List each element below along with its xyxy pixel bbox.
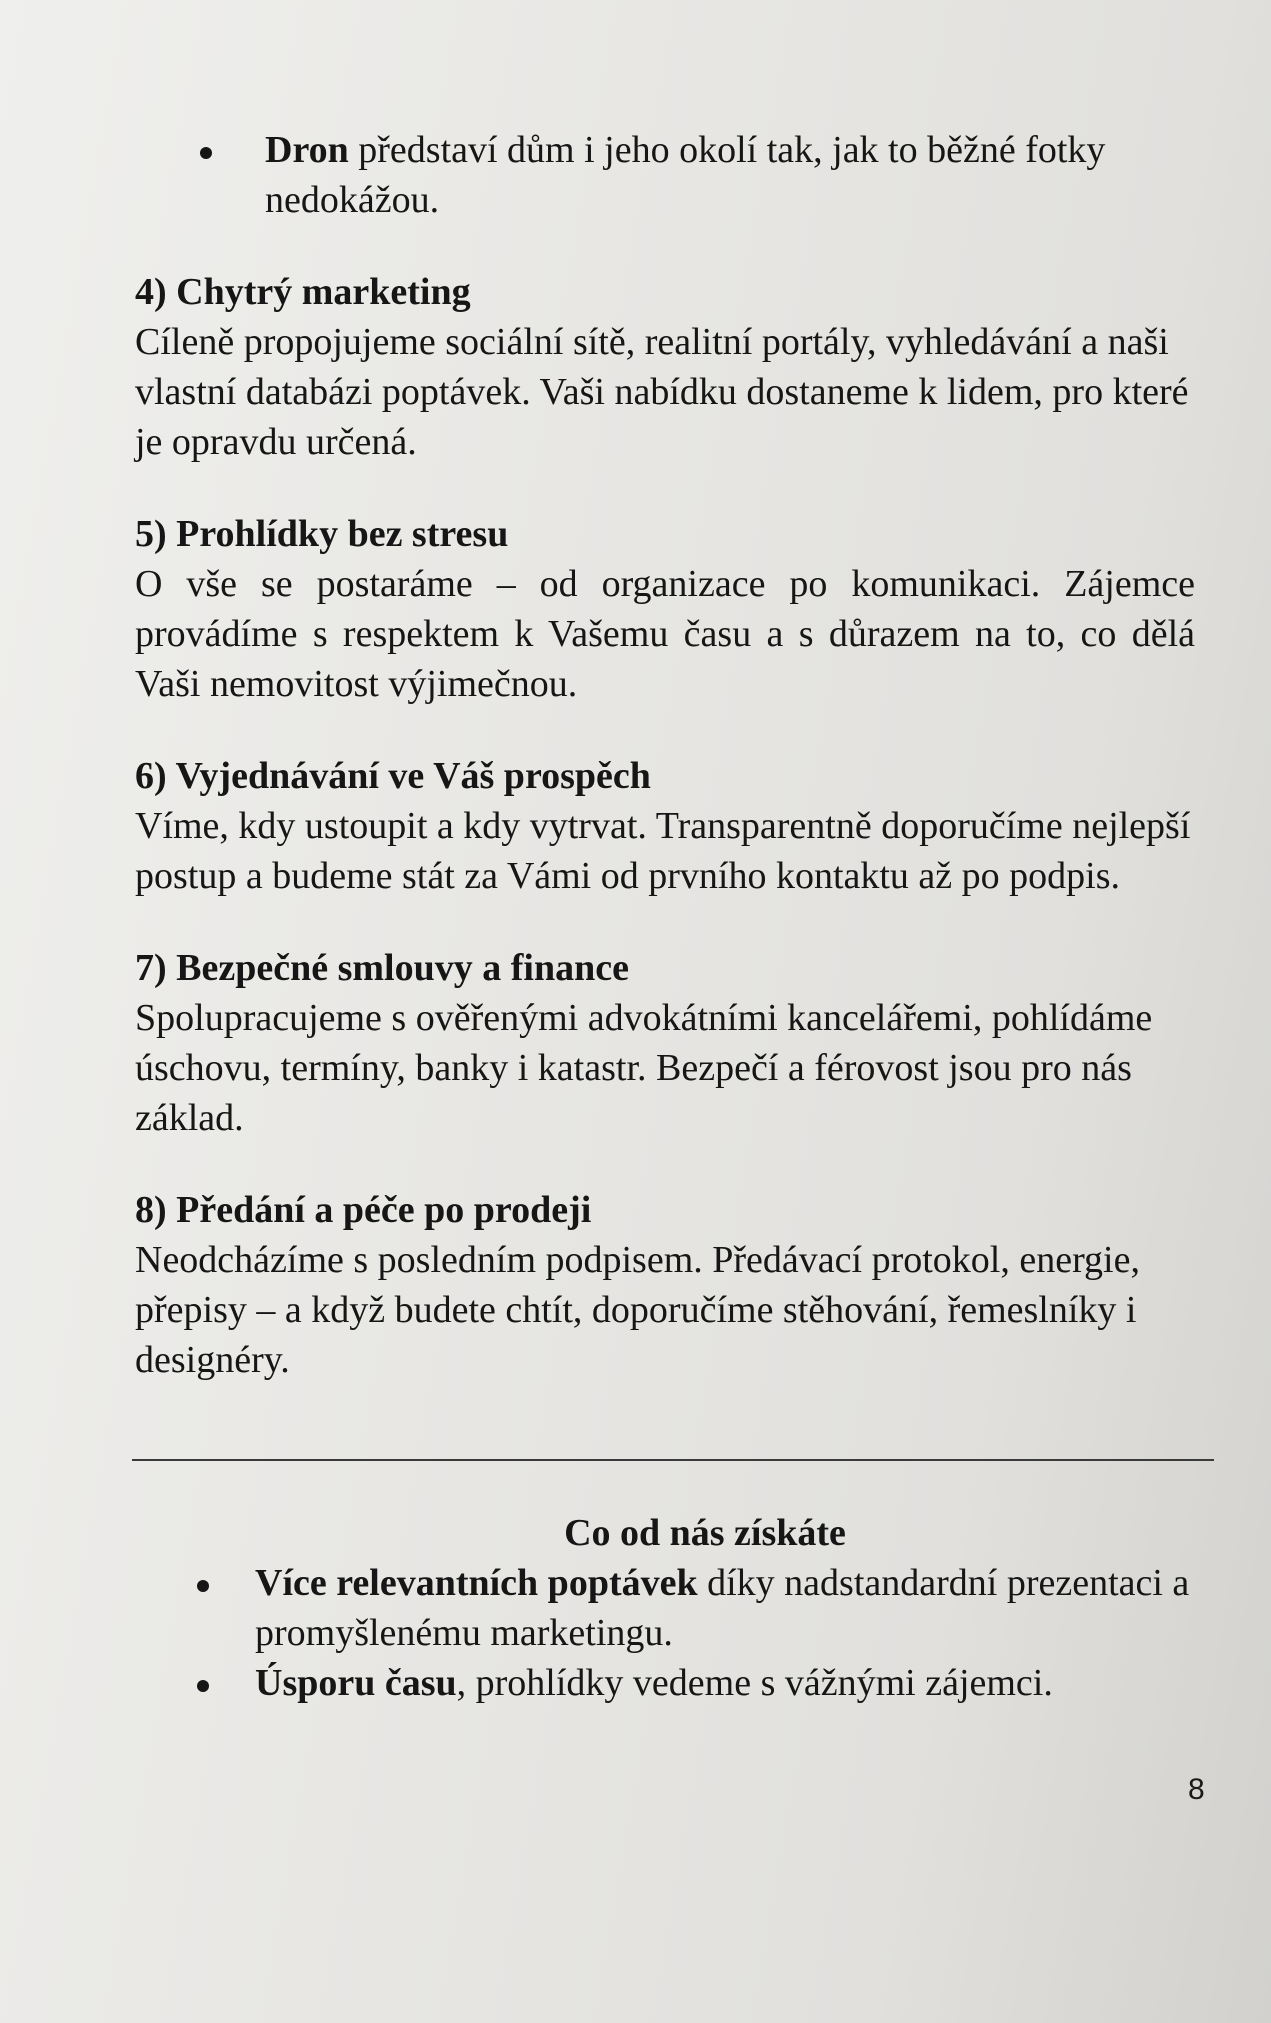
benefits-title: Co od nás získáte xyxy=(564,1512,846,1554)
bullet-text: představí dům i jeho okolí tak, jak to běžné fotky nedokážou. xyxy=(265,129,1106,221)
section-body: O vše se postaráme – od organizace po komunikaci. Zájemce provádíme s respektem k Vašemu času a s důrazem na to, co dělá Vaši nemovitost výjimečnou. xyxy=(135,563,1195,705)
section-body: Víme, kdy ustoupit a kdy vytrvat. Transparentně doporučíme nejlepší postup a budeme stát za Vámi od prvního kontaktu až po podpis. xyxy=(135,805,1191,897)
page-number: 8 xyxy=(1188,1773,1205,1806)
section-heading: 5) Prohlídky bez stresu xyxy=(135,513,509,555)
bullet-icon xyxy=(197,1580,209,1592)
top-bullet-list xyxy=(135,125,1215,225)
benefits-box xyxy=(135,1508,1215,1708)
section-heading: 6) Vyjednávání ve Váš prospěch xyxy=(135,755,651,797)
benefit-text: , prohlídky vedeme s vážnými zájemci. xyxy=(456,1662,1053,1704)
section-divider xyxy=(132,1459,1214,1461)
list-item xyxy=(135,1658,1215,1708)
benefit-bold-term: Více relevantních poptávek xyxy=(255,1562,698,1604)
bullet-icon xyxy=(197,1680,209,1692)
section-heading: 8) Předání a péče po prodeji xyxy=(135,1189,592,1231)
list-item-dron xyxy=(135,125,1215,225)
benefit-bold-term: Úsporu času xyxy=(255,1662,457,1704)
section-4 xyxy=(135,267,1215,467)
section-7 xyxy=(135,943,1215,1143)
section-8 xyxy=(135,1185,1215,1385)
bullet-icon xyxy=(200,147,212,159)
section-body: Neodcházíme s posledním podpisem. Předávací protokol, energie, přepisy – a když budete chtít, doporučíme stěhování, řemeslníky i designéry. xyxy=(135,1239,1140,1381)
section-6 xyxy=(135,751,1215,901)
benefits-list xyxy=(135,1558,1215,1708)
list-item xyxy=(135,1558,1215,1658)
benefit-text: díky nadstandardní prezentaci a promyšlenému marketingu. xyxy=(255,1562,1190,1654)
section-heading: 4) Chytrý marketing xyxy=(135,271,471,313)
page-content xyxy=(135,125,1215,1385)
section-heading: 7) Bezpečné smlouvy a finance xyxy=(135,947,629,989)
section-body: Cíleně propojujeme sociální sítě, realitní portály, vyhledávání a naši vlastní databázi poptávek. Vaši nabídku dostaneme k lidem, pro které je opravdu určená. xyxy=(135,321,1189,463)
bullet-bold-term: Dron xyxy=(265,129,349,171)
section-body: Spolupracujeme s ověřenými advokátními kancelářemi, pohlídáme úschovu, termíny, banky i katastr. Bezpečí a férovost jsou pro nás základ. xyxy=(135,997,1153,1139)
section-5 xyxy=(135,509,1215,709)
